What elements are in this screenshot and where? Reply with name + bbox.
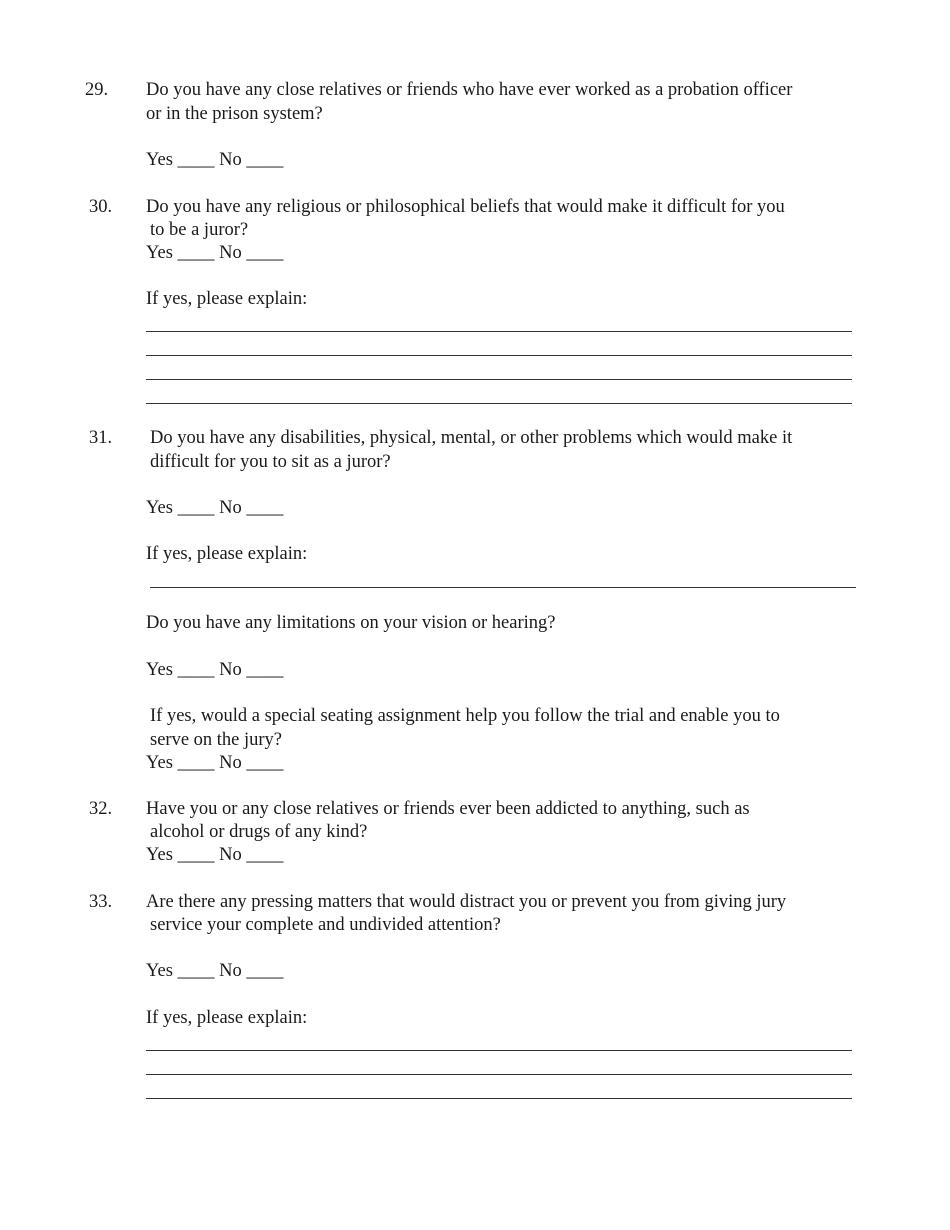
yes-blank[interactable]: ____ (177, 845, 215, 865)
no-blank[interactable]: ____ (246, 498, 284, 518)
yes-blank[interactable]: ____ (177, 150, 215, 170)
no-blank[interactable]: ____ (246, 660, 284, 680)
explain-line[interactable] (146, 379, 852, 380)
question-29-number: 29. (85, 80, 109, 100)
explain-line[interactable] (146, 331, 852, 332)
no-blank[interactable]: ____ (246, 753, 284, 773)
explain-line[interactable] (146, 1074, 852, 1075)
yes-label: Yes (146, 961, 173, 981)
no-label: No (219, 753, 242, 773)
question-32-answer (146, 844, 283, 867)
yes-label: Yes (146, 150, 173, 170)
no-blank[interactable]: ____ (246, 150, 284, 170)
question-31-seating-line2: serve on the jury? (150, 730, 283, 750)
yes-label: Yes (146, 243, 173, 263)
question-30-text-line2: to be a juror? (150, 220, 249, 240)
no-label: No (219, 243, 242, 263)
question-33-answer (146, 960, 283, 983)
question-33-text-line2: service your complete and undivided attention? (150, 915, 501, 935)
question-30-number: 30. (89, 197, 113, 217)
question-29-text-line2: or in the prison system? (146, 104, 323, 124)
question-31-vision-question: Do you have any limitations on your vision or hearing? (146, 613, 556, 633)
question-29-text-line1: Do you have any close relatives or friends who have ever worked as a probation officer (146, 80, 793, 100)
question-32-number: 32. (89, 799, 113, 819)
no-label: No (219, 150, 242, 170)
question-30-text-line1: Do you have any religious or philosophical beliefs that would make it difficult for you (146, 197, 785, 217)
yes-blank[interactable]: ____ (177, 498, 215, 518)
no-label: No (219, 961, 242, 981)
no-blank[interactable]: ____ (246, 243, 284, 263)
yes-label: Yes (146, 753, 173, 773)
question-31-text-line1: Do you have any disabilities, physical, mental, or other problems which would make it (150, 428, 793, 448)
no-blank[interactable]: ____ (246, 845, 284, 865)
question-33-text-line1: Are there any pressing matters that would distract you or prevent you from giving jury (146, 892, 787, 912)
question-31-explain-label: If yes, please explain: (146, 544, 308, 564)
explain-line[interactable] (146, 1050, 852, 1051)
explain-line[interactable] (146, 1098, 852, 1099)
yes-blank[interactable]: ____ (177, 243, 215, 263)
no-label: No (219, 660, 242, 680)
yes-blank[interactable]: ____ (177, 961, 215, 981)
question-32-text-line2: alcohol or drugs of any kind? (150, 822, 368, 842)
yes-label: Yes (146, 845, 173, 865)
question-31-seating-line1: If yes, would a special seating assignment help you follow the trial and enable you to (150, 706, 780, 726)
yes-blank[interactable]: ____ (177, 660, 215, 680)
question-31-vision-answer (146, 659, 283, 682)
question-31-seating-answer (146, 752, 283, 775)
question-31-text-line2: difficult for you to sit as a juror? (150, 452, 391, 472)
yes-blank[interactable]: ____ (177, 753, 215, 773)
explain-line[interactable] (150, 587, 856, 588)
question-31-answer (146, 497, 283, 520)
yes-label: Yes (146, 498, 173, 518)
question-30-answer (146, 242, 283, 265)
question-29-answer (146, 149, 283, 172)
explain-line[interactable] (146, 403, 852, 404)
no-blank[interactable]: ____ (246, 961, 284, 981)
question-33-number: 33. (89, 892, 113, 912)
no-label: No (219, 498, 242, 518)
question-30-explain-label: If yes, please explain: (146, 289, 308, 309)
question-32-text-line1: Have you or any close relatives or friends ever been addicted to anything, such as (146, 799, 750, 819)
explain-line[interactable] (146, 355, 852, 356)
no-label: No (219, 845, 242, 865)
question-33-explain-label: If yes, please explain: (146, 1008, 308, 1028)
yes-label: Yes (146, 660, 173, 680)
question-31-number: 31. (89, 428, 113, 448)
